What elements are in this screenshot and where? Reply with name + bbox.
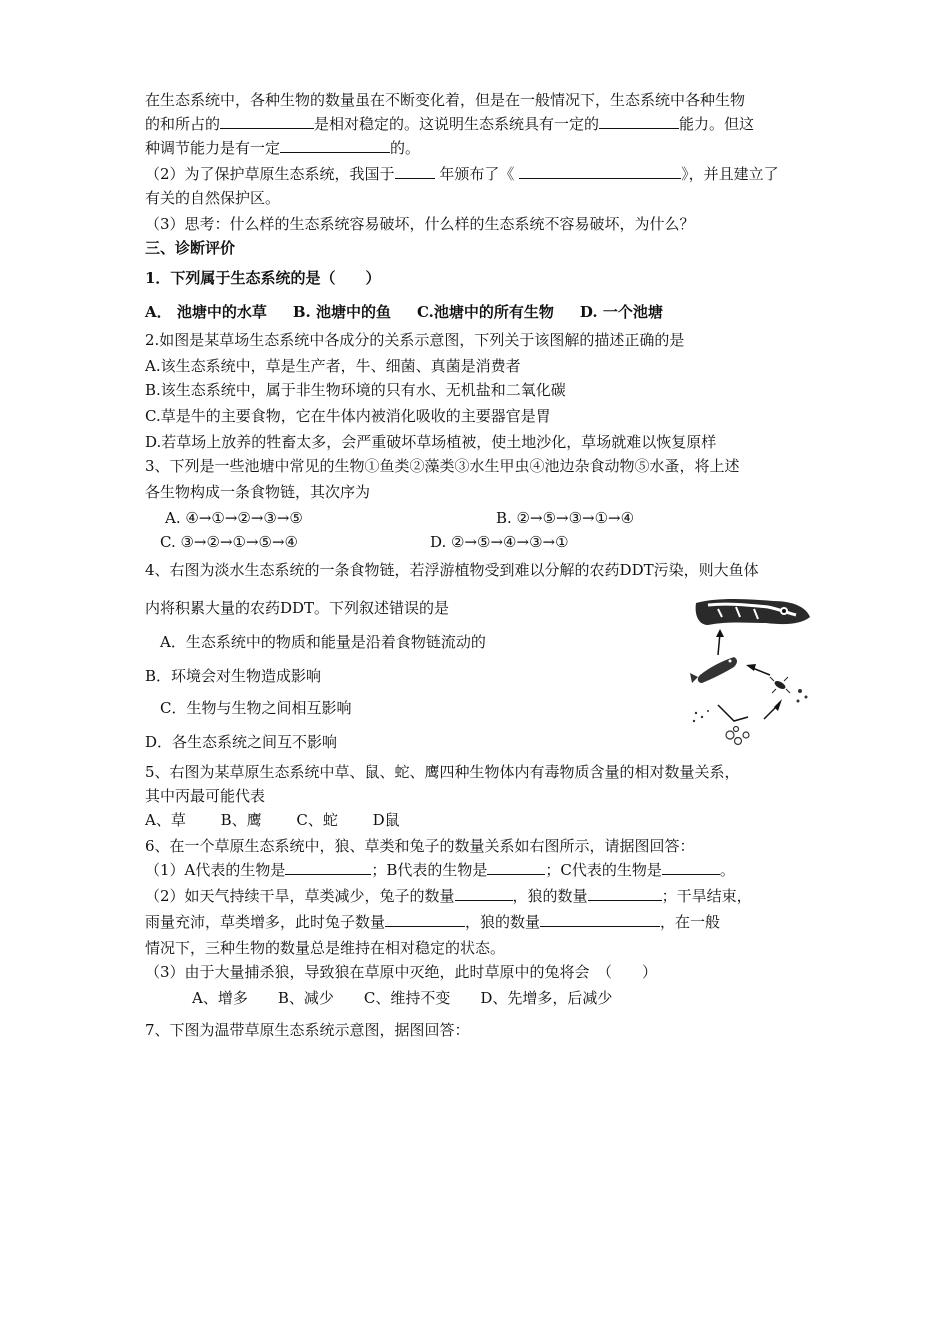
q6-part2-cont: 雨量充沛，草类增多，此时兔子数量 ，狼的数量 ，在一般: [145, 913, 721, 931]
section2-line-1: 在生态系统中，各种生物的数量虽在不断变化着，但是在一般情况下，生态系统中各种生物: [145, 91, 746, 109]
q2-option-c[interactable]: C.草是牛的主要食物，它在牛体内被消化吸收的主要器官是胃: [145, 407, 551, 425]
q4-option-b[interactable]: B．环境会对生物造成影响: [145, 667, 322, 685]
q1-option-a[interactable]: A． 池塘中的水草: [145, 303, 267, 321]
small-fish-icon: [690, 657, 737, 683]
q3-stem-2: 各生物构成一条食物链，其次序为: [145, 483, 371, 501]
blank-c-organism[interactable]: [662, 860, 720, 875]
blank-regulation-ability[interactable]: [599, 114, 679, 129]
arrow-icon: [746, 664, 770, 675]
q3-option-d[interactable]: D. ②→⑤→④→③→①: [430, 533, 569, 551]
q3-option-a[interactable]: A. ④→①→②→③→⑤: [165, 509, 303, 527]
q4-option-a[interactable]: A．生态系统中的物质和能量是沿着食物链流动的: [160, 633, 486, 651]
q4-stem-1: 4、右图为淡水生态系统的一条食物链，若浮游植物受到难以分解的农药DDT污染，则大鱼体: [145, 561, 759, 579]
q3-option-c[interactable]: C. ③→②→①→⑤→④: [160, 533, 298, 551]
q4-option-c[interactable]: C．生物与生物之间相互影响: [160, 699, 352, 717]
section2-line-5: 有关的自然保护区。: [145, 189, 281, 207]
q4-stem-2: 内将积累大量的农药DDT。下列叙述错误的是: [145, 599, 450, 617]
blank-a-organism[interactable]: [285, 860, 371, 875]
q2-option-b[interactable]: B.该生态系统中，属于非生物环境的只有水、无机盐和二氧化碳: [145, 381, 566, 399]
q6-part3: （3）由于大量捕杀狼，导致狼在草原中灭绝，此时草原中的兔将会 （ ）: [145, 963, 658, 981]
q3-option-b[interactable]: B. ②→⑤→③→①→④: [496, 509, 635, 527]
q6-part1: （1）A代表的生物是 ；B代表的生物是 ；C代表的生物是 。: [145, 861, 735, 879]
arrow-icon: [764, 699, 782, 719]
water-flea-icon: [797, 689, 808, 703]
q2-option-a[interactable]: A.该生态系统中，草是生产者，牛、细菌、真菌是消费者: [145, 357, 521, 375]
section2-line-4: （2）为了保护草原生态系统，我国于 年颁布了《 》，并且建立了: [145, 165, 779, 183]
blank-wolf-drought[interactable]: [588, 886, 662, 901]
q6-part2-end: 情况下，三种生物的数量总是维持在相对稳定的状态。: [145, 939, 506, 957]
section3-heading: 三、诊断评价: [145, 239, 236, 257]
q1-stem: 1．下列属于生态系统的是（ ）: [145, 269, 381, 287]
blank-b-organism[interactable]: [487, 860, 545, 875]
q6-part2: （2）如天气持续干旱，草类减少，兔子的数量 ，狼的数量 ；干旱结束，: [145, 887, 752, 905]
blank-rabbit-rain[interactable]: [385, 912, 465, 927]
blank-proportion[interactable]: [220, 114, 314, 129]
q5-stem-2: 其中丙最可能代表: [145, 787, 266, 805]
blank-wolf-rain[interactable]: [540, 912, 660, 927]
q6-stem: 6、在一个草原生态系统中，狼、草类和兔子的数量关系如右图所示，请据图回答：: [145, 837, 695, 855]
section2-line-6: （3）思考：什么样的生态系统容易破坏，什么样的生态系统不容易破坏，为什么？: [145, 215, 695, 233]
q6-part3-options[interactable]: A、增多 B、减少 C、维持不变 D、先增多，后减少: [192, 989, 613, 1007]
q2-stem: 2.如图是某草场生态系统中各成分的关系示意图，下列关于该图解的描述正确的是: [145, 331, 685, 349]
q2-option-d[interactable]: D.若草场上放养的牲畜太多，会严重破坏草场植被，使土地沙化，草场就难以恢复原样: [145, 433, 717, 451]
q1-options: [145, 302, 663, 322]
q1-option-b[interactable]: B. 池塘中的鱼: [292, 303, 391, 321]
section2-line-2: 的和所占的 是相对稳定的。这说明生态系统具有一定的 能力。但这: [145, 115, 755, 133]
q1-option-c[interactable]: C.池塘中的所有生物: [417, 303, 554, 321]
q4-option-d[interactable]: D．各生态系统之间互不影响: [145, 733, 338, 751]
q5-stem-1: 5、右图为某草原生态系统中草、鼠、蛇、鹰四种生物体内有毒物质含量的相对数量关系，: [145, 763, 740, 781]
q7-stem: 7、下图为温带草原生态系统示意图，据图回答：: [145, 1021, 470, 1039]
q3-stem-1: 3、下列是一些池塘中常见的生物①鱼类②藻类③水生甲虫④池边杂食动物⑤水蚤，将上述: [145, 457, 740, 475]
plankton-icon: [693, 705, 749, 745]
blank-law-name[interactable]: [519, 164, 681, 179]
pond-food-chain-figure: [688, 595, 813, 755]
arrow-icon: [716, 629, 724, 655]
blank-limit[interactable]: [280, 138, 390, 153]
big-fish-icon: [696, 599, 810, 625]
q1-option-d[interactable]: D. 一个池塘: [579, 303, 663, 321]
q5-options[interactable]: A、草 B、鹰 C、蛇 D鼠: [145, 811, 400, 829]
blank-year[interactable]: [395, 164, 435, 179]
insect-icon: [770, 677, 790, 693]
section2-line-3: 种调节能力是有一定 的。: [145, 139, 421, 157]
blank-rabbit-drought[interactable]: [455, 886, 513, 901]
